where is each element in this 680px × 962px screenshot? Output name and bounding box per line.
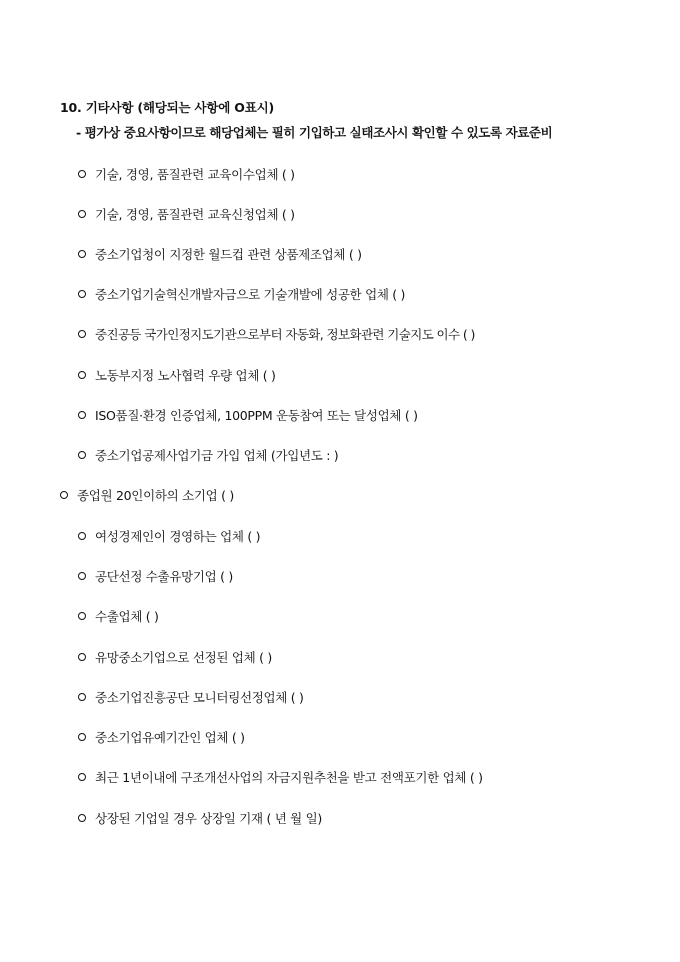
checklist-item bbox=[78, 285, 405, 303]
section-heading: 10. 기타사항 (해당되는 사항에 O표시) bbox=[60, 100, 274, 115]
circle-mark-icon bbox=[78, 733, 86, 741]
section-subheading: - 평가상 중요사항이므로 해당업체는 필히 기입하고 실태조사시 확인할 수 있도록 자료준비 bbox=[76, 125, 553, 140]
checklist-item-label: 중소기업유예기간인 업체 ( ) bbox=[95, 730, 245, 745]
circle-mark-icon bbox=[78, 371, 86, 379]
circle-mark-icon bbox=[78, 330, 86, 338]
circle-mark-icon bbox=[78, 693, 86, 701]
checklist-item bbox=[78, 325, 475, 343]
checklist-item bbox=[78, 607, 159, 625]
checklist-item bbox=[78, 205, 295, 223]
checklist-item bbox=[78, 728, 245, 746]
checklist-item bbox=[78, 245, 362, 263]
checklist-item-label: 중소기업청이 지정한 월드컵 관련 상품제조업체 ( ) bbox=[95, 247, 362, 262]
checklist-item bbox=[78, 688, 304, 706]
checklist-item-label: 노동부지정 노사협력 우량 업체 ( ) bbox=[95, 368, 276, 383]
checklist-item bbox=[78, 768, 483, 786]
checklist-item bbox=[78, 527, 260, 545]
checklist-item bbox=[78, 446, 338, 464]
checklist-item-label: 유망중소기업으로 선정된 업체 ( ) bbox=[95, 650, 272, 665]
checklist-item-label: 여성경제인이 경영하는 업체 ( ) bbox=[95, 529, 261, 544]
checklist-item-label: 최근 1년이내에 구조개선사업의 자금지원추천을 받고 전액포기한 업체 ( ) bbox=[95, 770, 483, 785]
checklist-item-label: 중소기업기술혁신개발자금으로 기술개발에 성공한 업체 ( ) bbox=[95, 287, 406, 302]
checklist-item bbox=[78, 165, 295, 183]
checklist-item-label: 중진공등 국가인정지도기관으로부터 자동화, 정보화관련 기술지도 이수 ( ) bbox=[95, 327, 475, 342]
circle-mark-icon bbox=[78, 451, 86, 459]
checklist-item-label: 종업원 20인이하의 소기업 ( ) bbox=[77, 488, 234, 503]
circle-mark-icon bbox=[78, 170, 86, 178]
checklist-item-label: 기술, 경영, 품질관련 교육신청업체 ( ) bbox=[95, 207, 295, 222]
checklist-item bbox=[78, 406, 418, 424]
circle-mark-icon bbox=[78, 814, 86, 822]
circle-mark-icon bbox=[78, 290, 86, 298]
checklist-item-label: 공단선정 수출유망기업 ( ) bbox=[95, 569, 233, 584]
checklist-item-label: 중소기업진흥공단 모니터링선정업체 ( ) bbox=[95, 690, 304, 705]
checklist-item-label: 수출업체 ( ) bbox=[95, 609, 159, 624]
checklist-item-label: ISO품질·환경 인증업체, 100PPM 운동참여 또는 달성업체 ( ) bbox=[95, 408, 418, 423]
circle-mark-icon bbox=[78, 653, 86, 661]
circle-mark-icon bbox=[78, 532, 86, 540]
circle-mark-icon bbox=[78, 572, 86, 580]
checklist-item bbox=[78, 648, 272, 666]
checklist-item bbox=[78, 567, 233, 585]
checklist-item-label: 중소기업공제사업기금 가입 업체 (가입년도 : ) bbox=[95, 448, 339, 463]
checklist-item-label: 기술, 경영, 품질관련 교육이수업체 ( ) bbox=[95, 167, 295, 182]
checklist-item bbox=[78, 809, 322, 827]
circle-mark-icon bbox=[78, 210, 86, 218]
checklist-item bbox=[78, 366, 276, 384]
checklist-item-label: 상장된 기업일 경우 상장일 기재 ( 년 월 일) bbox=[95, 811, 322, 826]
circle-mark-icon bbox=[78, 411, 86, 419]
circle-mark-icon bbox=[78, 773, 86, 781]
circle-mark-icon bbox=[78, 250, 86, 258]
circle-mark-icon bbox=[78, 612, 86, 620]
checklist-item bbox=[60, 486, 234, 504]
circle-mark-icon bbox=[60, 491, 68, 499]
